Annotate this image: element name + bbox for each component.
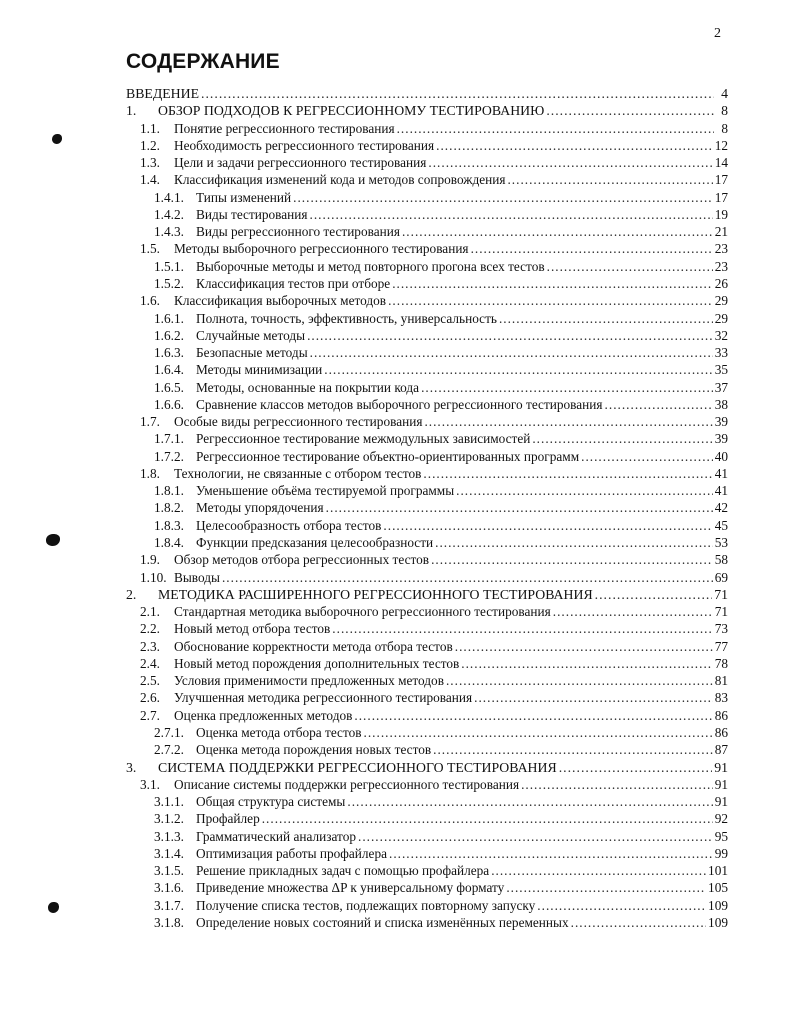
toc-entry-page: 91 [714,776,728,792]
toc-entry [140,120,728,137]
toc-entry [154,206,728,223]
toc-entry [154,448,728,465]
dot-leader [435,534,713,551]
toc-entry-title: Цели и задачи регрессионного тестирования [174,155,427,171]
toc-entry-number: 1.10. [140,569,167,585]
toc-entry-page: 87 [714,742,728,758]
dot-leader [324,361,712,378]
toc-entry [140,776,728,793]
toc-entry-page: 39 [714,431,728,447]
toc-entry-title: Методы упорядочения [196,500,324,516]
toc-entry [140,603,728,620]
toc-entry-page: 4 [721,86,728,101]
toc-entry-number: 1.6. [140,293,160,309]
toc-entry-number: 1.8.3. [154,517,184,533]
dot-leader [471,240,713,257]
toc-entry-title: Регрессионное тестирование межмодульных зависимостей [196,431,531,447]
dot-leader [605,396,713,413]
toc-entry-title: Классификация изменений кода и методов сопровождения [174,172,506,188]
toc-entry-page: 58 [714,552,728,568]
toc-entry-page: 23 [714,241,728,257]
toc-entry [140,569,728,586]
toc-entry-number: 2.7.2. [154,742,184,758]
toc-entry-title: Условия применимости предложенных методов [174,673,444,689]
toc-entry [154,793,728,810]
toc-entry-number: 3.1.1. [154,794,184,810]
toc-entry-number: 1.8.1. [154,483,184,499]
dot-leader [307,327,713,344]
toc-entry-page: 99 [714,845,728,861]
toc-entry-number: 3.1.3. [154,828,184,844]
toc-entry-page: 32 [714,327,728,343]
toc-entry-page: 17 [714,189,728,205]
toc-entry-title: Выборочные методы и метод повторного прогона всех тестов [196,258,545,274]
toc-entry [140,620,728,637]
toc-entry-title: Виды тестирования [196,206,308,222]
toc-entry-title: Случайные методы [196,327,306,343]
dot-leader [310,206,713,223]
toc-entry-title: Методы минимизации [196,362,323,378]
toc-entry-number: 1.1. [140,120,160,136]
toc-entry-number: 1.4.1. [154,189,184,205]
toc-entry [154,396,728,413]
toc-entry-number: 1.2. [140,137,160,153]
toc-entry [140,638,728,655]
toc-entry-title: Классификация выборочных методов [174,293,387,309]
toc-entry-title: Получение списка тестов, подлежащих повторному запуску [196,897,536,913]
toc-entry-page: 41 [714,483,728,499]
toc-entry-page: 19 [714,206,728,222]
toc-entry [154,810,728,827]
toc-entry-number: 2.5. [140,673,160,689]
dot-leader [421,379,713,396]
toc-entry-title: Профайлер [196,811,260,827]
toc-entry-title: Улучшенная методика регрессионного тестирования [174,690,473,706]
toc-entry-page: 42 [714,500,728,516]
toc-entry-number: 2.4. [140,655,160,671]
toc-entry-number: 1.8.2. [154,500,184,516]
dot-leader [571,914,706,931]
dot-leader [383,517,712,534]
toc-entry [154,845,728,862]
toc-entry-number: 2.1. [140,604,160,620]
toc-entry-title: Общая структура системы [196,794,346,810]
toc-entry-page: 77 [714,638,728,654]
toc-entry-number: 1.4. [140,172,160,188]
toc-entry-number: 2.2. [140,621,160,637]
toc-entry-number: 3.1.4. [154,845,184,861]
dot-leader [358,828,713,845]
toc-entry-title: Регрессионное тестирование объектно-ориентированных программ [196,448,580,464]
toc-entry-page: 21 [714,224,728,240]
dot-leader [293,189,713,206]
toc-entry-page: 109 [708,897,728,913]
toc-entry-title: Функции предсказания целесообразности [196,535,434,551]
toc-entry-title: Обзор методов отбора регрессионных тестов [174,552,430,568]
toc-entry-title: Сравнение классов методов выборочного регрессионного тестирования [196,396,603,412]
dot-leader [392,275,713,292]
toc-entry-title: Технологии, не связанные с отбором тестов [174,465,422,481]
page-number: 2 [714,26,721,41]
toc-entry-page: 91 [714,759,728,775]
dot-leader [456,482,713,499]
dot-leader [332,620,712,637]
toc-entry-number: 1.6.6. [154,396,184,412]
dot-leader [546,102,714,119]
dot-leader [461,655,712,672]
dot-leader [389,845,713,862]
dot-leader [201,85,714,102]
dot-leader [553,603,713,620]
toc-entry [154,379,728,396]
toc-entry [154,828,728,845]
toc-entry-page: 8 [721,120,728,136]
toc-entry-number: 3. [126,759,137,775]
toc-entry-page: 101 [708,863,728,879]
dot-leader [507,171,712,188]
dot-leader [446,672,713,689]
toc-entry-page: 71 [714,586,728,602]
toc-entry-page: 23 [714,258,728,274]
dot-leader [424,413,712,430]
dot-leader [347,793,712,810]
toc-entry-page: 39 [714,414,728,430]
dot-leader [547,258,713,275]
dot-leader [436,137,713,154]
toc-entry-number: 2.6. [140,690,160,706]
toc-entry-page: 35 [714,362,728,378]
dot-leader [455,638,713,655]
toc-entry-title: Методы, основанные на покрытии кода [196,379,420,395]
dot-leader [474,689,713,706]
toc-entry-title: ВВЕДЕНИЕ [126,86,200,101]
toc-entry [154,517,728,534]
toc-entry-number: 1.8. [140,465,160,481]
dot-leader [222,569,713,586]
toc-entry-title: Целесообразность отбора тестов [196,517,382,533]
toc-entry-number: 3.1.6. [154,880,184,896]
toc-entry-page: 14 [714,155,728,171]
dot-leader [537,897,706,914]
toc-entry [154,310,728,327]
toc-entry-title: ОБЗОР ПОДХОДОВ К РЕГРЕССИОННОМУ ТЕСТИРОВАНИЮ [158,103,545,119]
dot-leader [428,154,712,171]
toc-entry-number: 1.6.4. [154,362,184,378]
dot-leader [595,586,713,603]
toc-entry [140,465,728,482]
toc-entry [140,137,728,154]
toc-entry [154,724,728,741]
dot-leader [310,344,713,361]
toc-entry-number: 2. [126,586,137,602]
toc-entry-title: Решение прикладных задач с помощью профайлера [196,863,490,879]
toc-entry [140,171,728,188]
toc-entry [140,240,728,257]
toc-entry [154,344,728,361]
dot-leader [532,430,712,447]
toc-entry-number: 1.3. [140,155,160,171]
dot-leader [326,499,713,516]
toc-entry [154,862,728,879]
toc-entry-number: 1.5.2. [154,275,184,291]
toc-entry-number: 3.1.5. [154,863,184,879]
toc-entry-number: 2.7. [140,707,160,723]
toc-entry [154,189,728,206]
toc-entry-page: 69 [714,569,728,585]
toc-entry [140,154,728,171]
toc-entry-number: 1.4.2. [154,206,184,222]
toc-entry-page: 26 [714,275,728,291]
toc-entry-number: 3.1.7. [154,897,184,913]
toc-entry [126,759,728,776]
toc-entry-number: 1.6.3. [154,345,184,361]
dot-leader [397,120,714,137]
toc-entry-title: Виды регрессионного тестирования [196,224,400,240]
toc-entry-number: 1.5. [140,241,160,257]
toc-entry [126,85,728,102]
toc-entry-number: 1.4.3. [154,224,184,240]
dot-leader [433,741,713,758]
toc-entry-title: Оптимизация работы профайлера [196,845,387,861]
toc-entry-title: Новый метод порождения дополнительных тестов [174,655,460,671]
toc-entry [154,499,728,516]
toc-entry-title: Классификация тестов при отборе [196,275,391,291]
dot-leader [388,292,713,309]
toc-entry-title: Безопасные методы [196,345,308,361]
toc-entry-title: Методы выборочного регрессионного тестирования [174,241,469,257]
toc-entry-number: 1.6.1. [154,310,184,326]
toc-entry [140,413,728,430]
toc-entry-title: Необходимость регрессионного тестирования [174,137,435,153]
toc-entry-page: 38 [714,396,728,412]
toc-entry-page: 95 [714,828,728,844]
toc-entry [154,879,728,896]
toc-entry [140,655,728,672]
toc-entry-page: 37 [714,379,728,395]
toc-entry-page: 73 [714,621,728,637]
toc-entry [154,741,728,758]
toc-entry-title: Типы изменений [196,189,292,205]
toc-entry-number: 1.9. [140,552,160,568]
toc-entry-page: 71 [714,604,728,620]
toc-entry [140,672,728,689]
toc-title: СОДЕРЖАНИЕ [126,50,280,73]
toc-entry-page: 12 [714,137,728,153]
toc-entry-title: Понятие регрессионного тестирования [174,120,395,136]
toc-entry [140,292,728,309]
toc-entry [154,275,728,292]
dot-leader [262,810,713,827]
toc-entry-page: 45 [714,517,728,533]
toc-entry-title: Грамматический анализатор [196,828,356,844]
dot-leader [431,551,713,568]
toc-entry-number: 1.7.2. [154,448,184,464]
toc-entry-title: Определение новых состояний и списка изменённых переменных [196,914,569,930]
toc-entry [154,430,728,447]
toc-entry-number: 1.5.1. [154,258,184,274]
toc-entry-title: Оценка метода отбора тестов [196,724,362,740]
toc-entry-number: 3.1. [140,776,160,792]
dot-leader [402,223,713,240]
toc-entry-title: Обоснование корректности метода отбора тестов [174,638,453,654]
toc-entry-number: 3.1.2. [154,811,184,827]
toc-entry [154,361,728,378]
toc-entry-title: МЕТОДИКА РАСШИРЕННОГО РЕГРЕССИОННОГО ТЕСТИРОВАНИЯ [158,586,593,602]
toc-entry-page: 17 [714,172,728,188]
toc-entry-title: Оценка предложенных методов [174,707,353,723]
toc-entry [154,482,728,499]
toc-entry-page: 83 [714,690,728,706]
toc-entry-title: СИСТЕМА ПОДДЕРЖКИ РЕГРЕССИОННОГО ТЕСТИРОВАНИЯ [158,759,557,775]
toc-entry-page: 91 [714,794,728,810]
toc-entry-title: Полнота, точность, эффективность, универсальность [196,310,497,326]
toc-entry-page: 29 [714,310,728,326]
toc-entry-page: 92 [714,811,728,827]
toc-entry-page: 40 [714,448,728,464]
toc-entry [126,586,728,603]
toc-entry [154,223,728,240]
toc-entry [140,689,728,706]
dot-leader [581,448,713,465]
dot-leader [499,310,713,327]
toc-entry-number: 2.3. [140,638,160,654]
toc-entry [154,258,728,275]
toc-entry-page: 8 [721,103,728,119]
toc-entry-number: 1. [126,103,137,119]
dot-leader [364,724,713,741]
toc-entry [154,897,728,914]
toc-entry-number: 1.6.5. [154,379,184,395]
toc-entry-title: Особые виды регрессионного тестирования [174,414,423,430]
toc-entry [140,707,728,724]
toc-entry-title: Выводы [174,569,220,585]
dot-leader [521,776,713,793]
toc-entry-page: 53 [714,535,728,551]
toc-entry-title: Описание системы поддержки регрессионного тестирования [174,776,520,792]
toc-entry-number: 3.1.8. [154,914,184,930]
toc-entry-number: 1.6.2. [154,327,184,343]
toc-entry [140,551,728,568]
dot-leader [491,862,706,879]
dot-leader [559,759,713,776]
toc-entry-page: 33 [714,345,728,361]
toc-entry-title: Стандартная методика выборочного регрессионного тестирования [174,604,551,620]
toc-entry-number: 1.8.4. [154,535,184,551]
dot-leader [354,707,712,724]
toc-entry [126,102,728,119]
toc-entry-title: Уменьшение объёма тестируемой программы [196,483,455,499]
toc-entry-number: 2.7.1. [154,724,184,740]
toc-entry [154,914,728,931]
dot-leader [423,465,712,482]
toc-entry-page: 41 [714,465,728,481]
toc-entry-page: 29 [714,293,728,309]
toc-entry-title: Новый метод отбора тестов [174,621,331,637]
toc-entry [154,327,728,344]
toc-entry-number: 1.7.1. [154,431,184,447]
toc-entry [154,534,728,551]
toc-entry-number: 1.7. [140,414,160,430]
toc-entry-title: Оценка метода порождения новых тестов [196,742,432,758]
toc-entry-page: 78 [714,655,728,671]
toc-entry-page: 86 [714,724,728,740]
dot-leader [506,879,706,896]
toc-entry-page: 109 [708,914,728,930]
toc-entry-page: 81 [714,673,728,689]
toc-entry-title: Приведение множества ΔP к универсальному формату [196,880,505,896]
toc-entry-page: 105 [708,880,728,896]
toc-entry-page: 86 [714,707,728,723]
